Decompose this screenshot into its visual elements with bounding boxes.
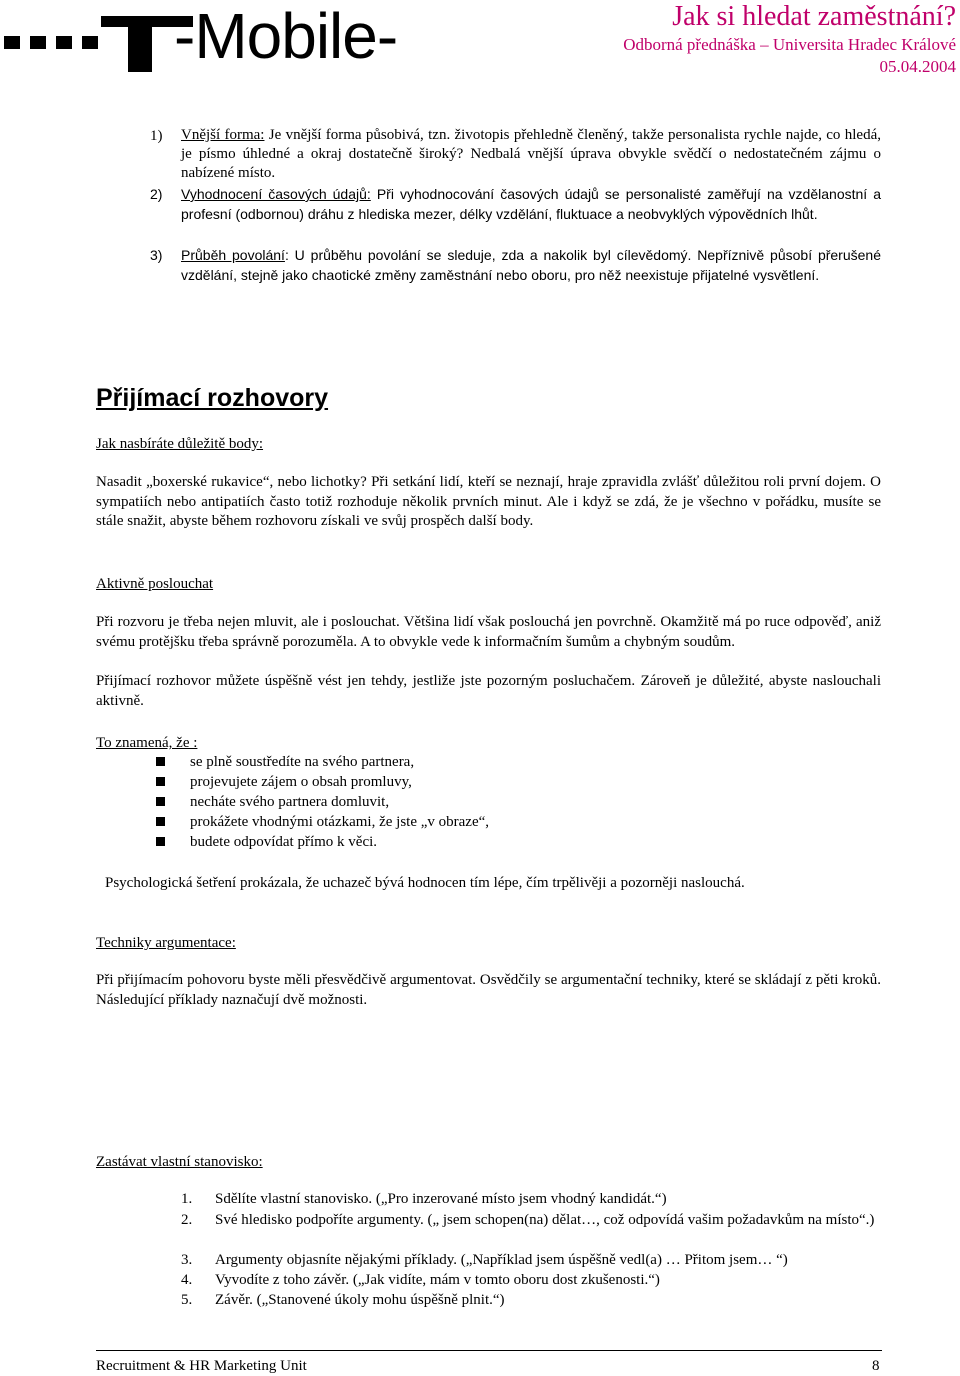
page-number: 8 bbox=[872, 1358, 880, 1374]
list-item-text: Při vyhodnocování časových údajů se personalisté zaměřují na vzdělanostní a profesní (odbornou) dráhu z hlediska mezer, délky vzdělání, fluktuace a neobvyklých výpovědních lhůt. bbox=[181, 186, 881, 222]
list-item: Vyvodíte z toho závěr. („Jak vidíte, mám v tomto oboru dost zkušenosti.“) bbox=[215, 1272, 660, 1288]
list-item-number: 5. bbox=[181, 1292, 193, 1308]
bullet-icon bbox=[156, 837, 165, 846]
subsection-title: Zastávat vlastní stanovisko: bbox=[96, 1154, 263, 1170]
list-item bbox=[181, 126, 881, 183]
bullet-icon bbox=[156, 797, 165, 806]
list-item-number: 2) bbox=[150, 186, 163, 202]
list-item-number: 3) bbox=[150, 247, 163, 263]
footer-text: Recruitment & HR Marketing Unit bbox=[96, 1358, 307, 1374]
list-item-number: 1) bbox=[150, 128, 163, 144]
document-header bbox=[623, 0, 956, 78]
t-mobile-logo bbox=[4, 2, 524, 72]
subsection-title: Aktivně poslouchat bbox=[96, 576, 214, 592]
list-item-label: Vnější forma: bbox=[181, 127, 265, 143]
paragraph: Při přijímacím pohovoru byste měli přesvědčivě argumentovat. Osvědčily se argumentační techniky, které se skládají z pěti kroků. Následující příklady naznačují dvě možnosti. bbox=[96, 972, 881, 1008]
list-item-label: Průběh povolání bbox=[181, 247, 285, 263]
paragraph: Při rozvoru je třeba nejen mluvit, ale i poslouchat. Většina lidí však poslouchá jen povrchně. Okamžitě má po ruce odpověď, aniž svému protějšku třeba správně porozuměla. A to obvykle vede k informačním šumům a chybným soudům. bbox=[96, 614, 881, 650]
list-item-number: 1. bbox=[181, 1191, 193, 1207]
footer-divider bbox=[96, 1350, 882, 1351]
list-item: Závěr. („Stanovené úkoly mohu úspěšně plnit.“) bbox=[215, 1292, 505, 1308]
bullet-item: projevujete zájem o obsah promluvy, bbox=[190, 774, 412, 790]
header-title: Jak si hledat zaměstnání? bbox=[672, 1, 956, 32]
paragraph: Psychologická šetření prokázala, že uchazeč bývá hodnocen tím lépe, čím trpělivěji a pozorněji naslouchá. bbox=[105, 875, 745, 891]
list-item: Sdělíte vlastní stanovisko. („Pro inzerované místo jsem vhodný kandidát.“) bbox=[215, 1191, 667, 1207]
bullet-item: prokážete vhodnými otázkami, že jste „v obraze“, bbox=[190, 814, 490, 830]
subsection-title: Techniky argumentace: bbox=[96, 935, 236, 951]
bullet-item: necháte svého partnera domluvit, bbox=[190, 794, 390, 810]
list-lead bbox=[96, 733, 197, 753]
logo-t-stem bbox=[128, 16, 152, 72]
paragraph: Přijímací rozhovor můžete úspěšně vést jen tehdy, jestliže jste pozorným posluchačem. Zároveň je důležité, abyste naslouchali aktivně. bbox=[96, 673, 881, 709]
list-lead-text: To znamená, že : bbox=[96, 735, 198, 751]
list-item: Své hledisko podpoříte argumenty. („ jsem schopen(na) dělat…, což odpovídá vašim požadavkům na místo“.) bbox=[215, 1212, 875, 1228]
logo-dot bbox=[4, 36, 20, 49]
list-item bbox=[181, 245, 881, 285]
section-heading: Přijímací rozhovory bbox=[96, 384, 329, 412]
logo-dot bbox=[56, 36, 72, 49]
logo-dot bbox=[30, 36, 46, 49]
bullet-item: se plně soustředíte na svého partnera, bbox=[190, 754, 415, 770]
subsection-title: Jak nasbíráte důležitě body: bbox=[96, 436, 264, 452]
bullet-item: budete odpovídat přímo k věci. bbox=[190, 834, 378, 850]
list-item-text: : U průběhu povolání se sleduje, zda a nakolik byl cílevědomý. Nepříznivě působí přerušené vzdělání, stejně jako chaotické změny zaměstnání nebo oboru, pro něž neexistuje přijatelné vysvětlení. bbox=[181, 247, 881, 283]
header-subtitle: Odborná přednáška – Universita Hradec Králové bbox=[623, 35, 956, 54]
logo-wordmark: -Mobile- bbox=[174, 0, 398, 72]
paragraph: Nasadit „boxerské rukavice“, nebo lichotky? Při setkání lidí, kteří se neznají, hraje zpravidla zvlášť důležitou roli první dojem. O sympatiích nebo antipatiích často totiž rozhoduje několik prvních minut. Ale i když se zdá, že je všechno v pořádku, musíte se stále snažit, abyste během rozhovoru získali ve svůj prospěch další body. bbox=[96, 474, 881, 529]
list-item-number: 4. bbox=[181, 1272, 193, 1288]
list-item: Argumenty objasníte nějakými příklady. („Například jsem úspěšně vedl(a) … Přitom jsem… “) bbox=[215, 1252, 788, 1268]
list-item-label: Vyhodnocení časových údajů: bbox=[181, 186, 371, 202]
header-date: 05.04.2004 bbox=[879, 57, 956, 76]
logo-dot bbox=[82, 36, 98, 49]
list-item bbox=[181, 184, 881, 224]
list-item-number: 2. bbox=[181, 1212, 193, 1228]
list-item-text: Je vnější forma působivá, tzn. životopis přehledně členěný, takže personalista rychle najde, co hledá, je písmo úhledné a okraj dostatečně široký? Nedbalá vnější úprava obvykle svědčí o nedostatečném zájmu o nabízené místo. bbox=[181, 127, 881, 181]
bullet-icon bbox=[156, 757, 165, 766]
bullet-icon bbox=[156, 817, 165, 826]
list-item-number: 3. bbox=[181, 1252, 193, 1268]
bullet-icon bbox=[156, 777, 165, 786]
